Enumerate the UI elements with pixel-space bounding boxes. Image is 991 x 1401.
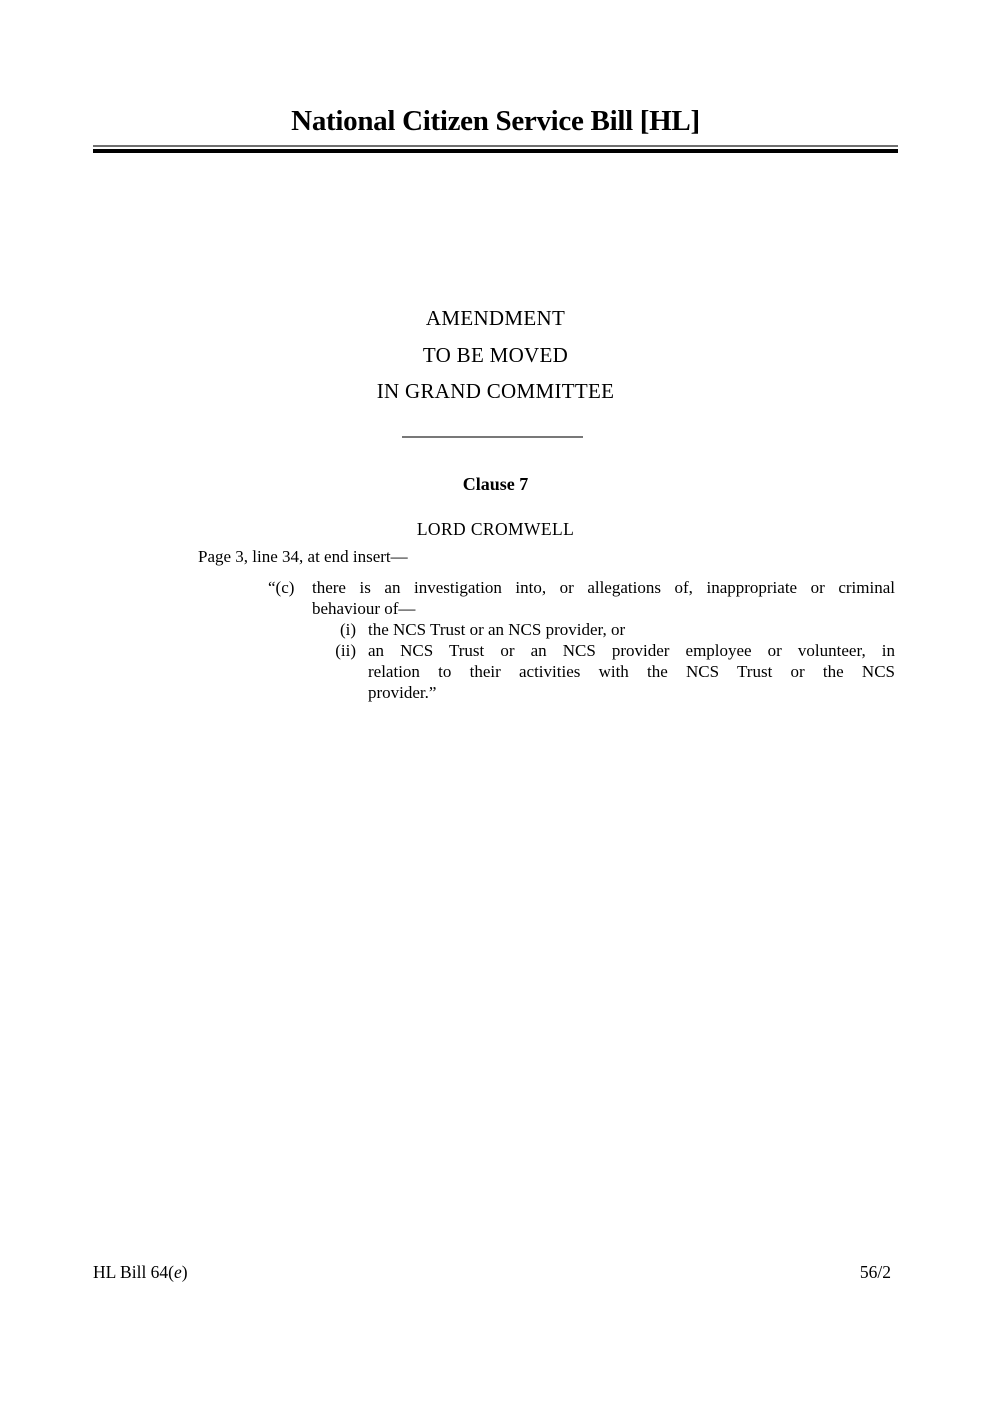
header-line-in-grand-committee: IN GRAND COMMITTEE	[376, 379, 615, 403]
rule-thick-line	[93, 149, 898, 153]
subparagraph-ii-line: relation to their activities with the NCS Trust or the NCS	[368, 662, 895, 681]
amendment-header-block	[93, 300, 898, 410]
paragraph-c-row	[268, 577, 895, 619]
title-double-rule	[93, 145, 898, 153]
subparagraph-i-line: the NCS Trust or an NCS provider, or	[368, 620, 626, 639]
amendment-sheet-number: 56/2	[859, 1262, 891, 1282]
section-divider-rule	[402, 436, 583, 438]
subparagraph-ii-text	[368, 640, 895, 703]
subparagraph-ii-label: (ii)	[335, 641, 356, 660]
subparagraph-i-row	[268, 619, 895, 640]
bill-reference-suffix: )	[181, 1262, 188, 1282]
paragraph-c-line: there is an investigation into, or allegations of, inappropriate or criminal	[312, 578, 895, 597]
clause-heading: Clause 7	[462, 474, 529, 494]
header-line-amendment: AMENDMENT	[425, 306, 566, 330]
subparagraph-i-text	[368, 619, 895, 640]
subparagraph-ii-line: an NCS Trust or an NCS provider employee or volunteer, in	[368, 641, 895, 660]
paragraph-c-line: behaviour of—	[312, 599, 416, 618]
paragraph-c-label: “(c)	[268, 578, 295, 597]
amendment-instruction: Page 3, line 34, at end insert—	[198, 547, 408, 566]
bill-reference-prefix: HL Bill 64(	[93, 1262, 175, 1282]
mover-name: LORD CROMWELL	[416, 519, 575, 539]
bill-reference-italic: e	[174, 1262, 182, 1282]
bill-reference	[93, 1262, 188, 1283]
rule-thin-line	[93, 145, 898, 147]
subparagraph-ii-line: provider.”	[368, 683, 437, 702]
subparagraph-i-label: (i)	[339, 620, 356, 639]
amendment-body	[268, 577, 895, 703]
header-line-to-be-moved: TO BE MOVED	[422, 342, 569, 367]
subparagraph-ii-row	[268, 640, 895, 703]
bill-title: National Citizen Service Bill [HL]	[291, 105, 700, 137]
paragraph-c-text	[312, 577, 895, 619]
